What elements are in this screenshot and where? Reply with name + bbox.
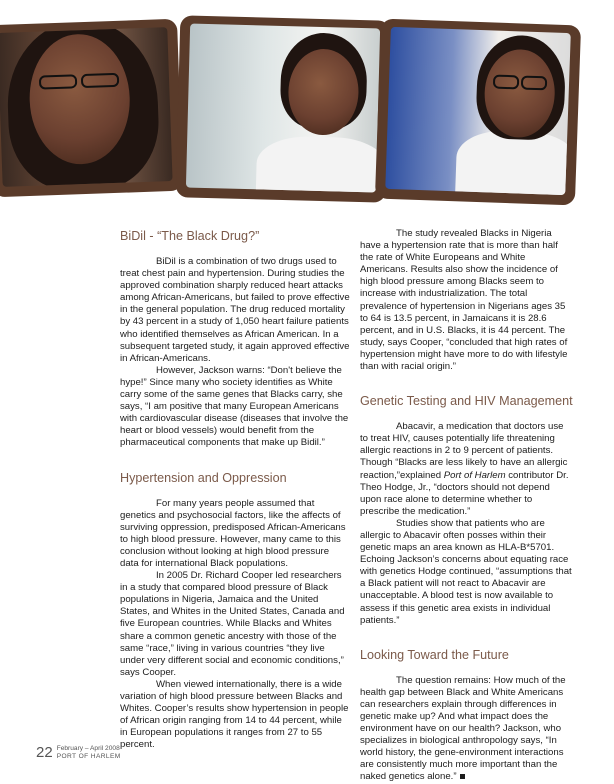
right-column bbox=[360, 228, 573, 784]
left-column bbox=[120, 228, 350, 751]
spacer bbox=[360, 373, 573, 385]
paragraph: BiDil is a combination of two drugs used to treat chest pain and hypertension. During studies the approved combination sharply reduced heart attacks among African-Americans, but failed to prove effective in the general population. The drug reduced mortality by 43 percent in a study of 1,050 heart failure patients who identified themselves as African American. In a subsequent targeted study, it again approved effective in African-Americans. bbox=[120, 256, 350, 364]
magazine-name: PORT OF HARLEM bbox=[56, 752, 121, 760]
photo-banner bbox=[0, 0, 614, 210]
issue-date: February – April 2008 bbox=[56, 745, 120, 753]
paragraph-text: Abacavir, a medication that doctors use to treat HIV, causes potentially life threatening allergic reactions in 2 to 9 percent of patients. Though “Blacks are less likely to have an allergic reaction,”explained bbox=[360, 421, 568, 481]
magazine-name-italic: Port of Harlem bbox=[443, 469, 506, 481]
glasses-shape bbox=[39, 74, 77, 89]
paragraph: In 2005 Dr. Richard Cooper led researchers in a study that compared blood pressure of Black populations in Nigeria, Jamaica and the United States, and Whites in the United States, Canada and five European countries. While Blacks and Whites share a common genetic ancestry with those of the same “race,” living in various countries “they live under very different social and economic conditions,” says Cooper. bbox=[120, 570, 345, 678]
spacer bbox=[120, 450, 350, 462]
photo-scene-1 bbox=[0, 27, 173, 187]
footer-text bbox=[57, 745, 121, 760]
paragraph: For many years people assumed that genetics and psychosocial factors, like the affects of surviving oppression, predisposed African-Americans to high blood pressure. However, many came to this conclusion without looking at high blood pressure data for international Black populations. bbox=[120, 497, 346, 569]
lab-coat-shape bbox=[255, 135, 380, 192]
photo-portrait-1 bbox=[0, 19, 183, 198]
page-footer bbox=[36, 745, 121, 760]
glasses-shape bbox=[521, 75, 547, 90]
section-heading-bidil: BiDil - “The Black Drug?” bbox=[120, 229, 260, 243]
page-number: 22 bbox=[36, 744, 53, 761]
spacer bbox=[360, 627, 573, 639]
photo-scene-2 bbox=[186, 24, 380, 193]
paragraph: The study revealed Blacks in Nigeria have a hypertension rate that is more than half the rate of White Europeans and White Americans. Results also show the incidence of high blood pressure among Blacks seem to increase with industrialization. The total prevalence of hypertension in Nigerians ages 35 to 64 is 13.5 percent, in Jamaicans it is 28.6 percent, and in U.S. Blacks, it is 44 percent. The study, says Cooper, “concluded that high rates of hypertension might have more to do with lifestyle than with racial origin.” bbox=[360, 228, 568, 373]
paragraph: When viewed internationally, there is a wide variation of high blood pressure between Blacks and Whites. Cooper’s results show hypertension in people of African origin ranging from 14 to 44 percent, while in European populations it ranges from 27 to 55 percent. bbox=[120, 678, 349, 751]
photo-portrait-3 bbox=[375, 19, 581, 206]
paragraph-text: The question remains: How much of the health gap between Black and White Americans can researchers explain through differences in genetic make up? And what impact does the environment have on our health? Jackson, who specializes in biological anthropology says, “In world history, the gene-environment interactions are consistently much more important than the naked genetics alone.” bbox=[360, 674, 566, 783]
photo-scene-3 bbox=[385, 27, 571, 195]
section-heading-genetic-testing: Genetic Testing and HIV Management bbox=[360, 394, 573, 409]
paragraph bbox=[360, 421, 573, 518]
paragraph: Studies show that patients who are allergic to Abacavir often posses within their genetic maps an area known as HLA-B*5701. Echoing Jackson’s concerns about equating race with genetics Hodge continued, “assumptions that a Black patient will not react to Abacavir are unacceptable. A blood test is now available to assess if this genetic area exists in individual patients.” bbox=[360, 517, 572, 626]
end-of-article-mark bbox=[460, 774, 465, 779]
photo-portrait-2 bbox=[176, 15, 391, 202]
section-heading-future: Looking Toward the Future bbox=[360, 647, 509, 662]
section-heading-hypertension: Hypertension and Oppression bbox=[120, 470, 287, 485]
glasses-shape bbox=[81, 73, 119, 88]
glasses-shape bbox=[493, 75, 519, 90]
paragraph: However, Jackson warns: “Don't believe the hype!” Since many who society identifies as White carry some of the same genes that Blacks carry, she says, “I am positive that many European Americans with cardiovascular disease (diseases that involve the heart or blood vessels) would benefit from the pharmaceutical components that make up Bidil.” bbox=[120, 364, 349, 449]
paragraph-text: contributor Dr. Theo Hodge, Jr., “doctors should not depend upon race alone to determine whether to prescribe the medication.” bbox=[360, 469, 569, 517]
paragraph bbox=[360, 675, 573, 784]
